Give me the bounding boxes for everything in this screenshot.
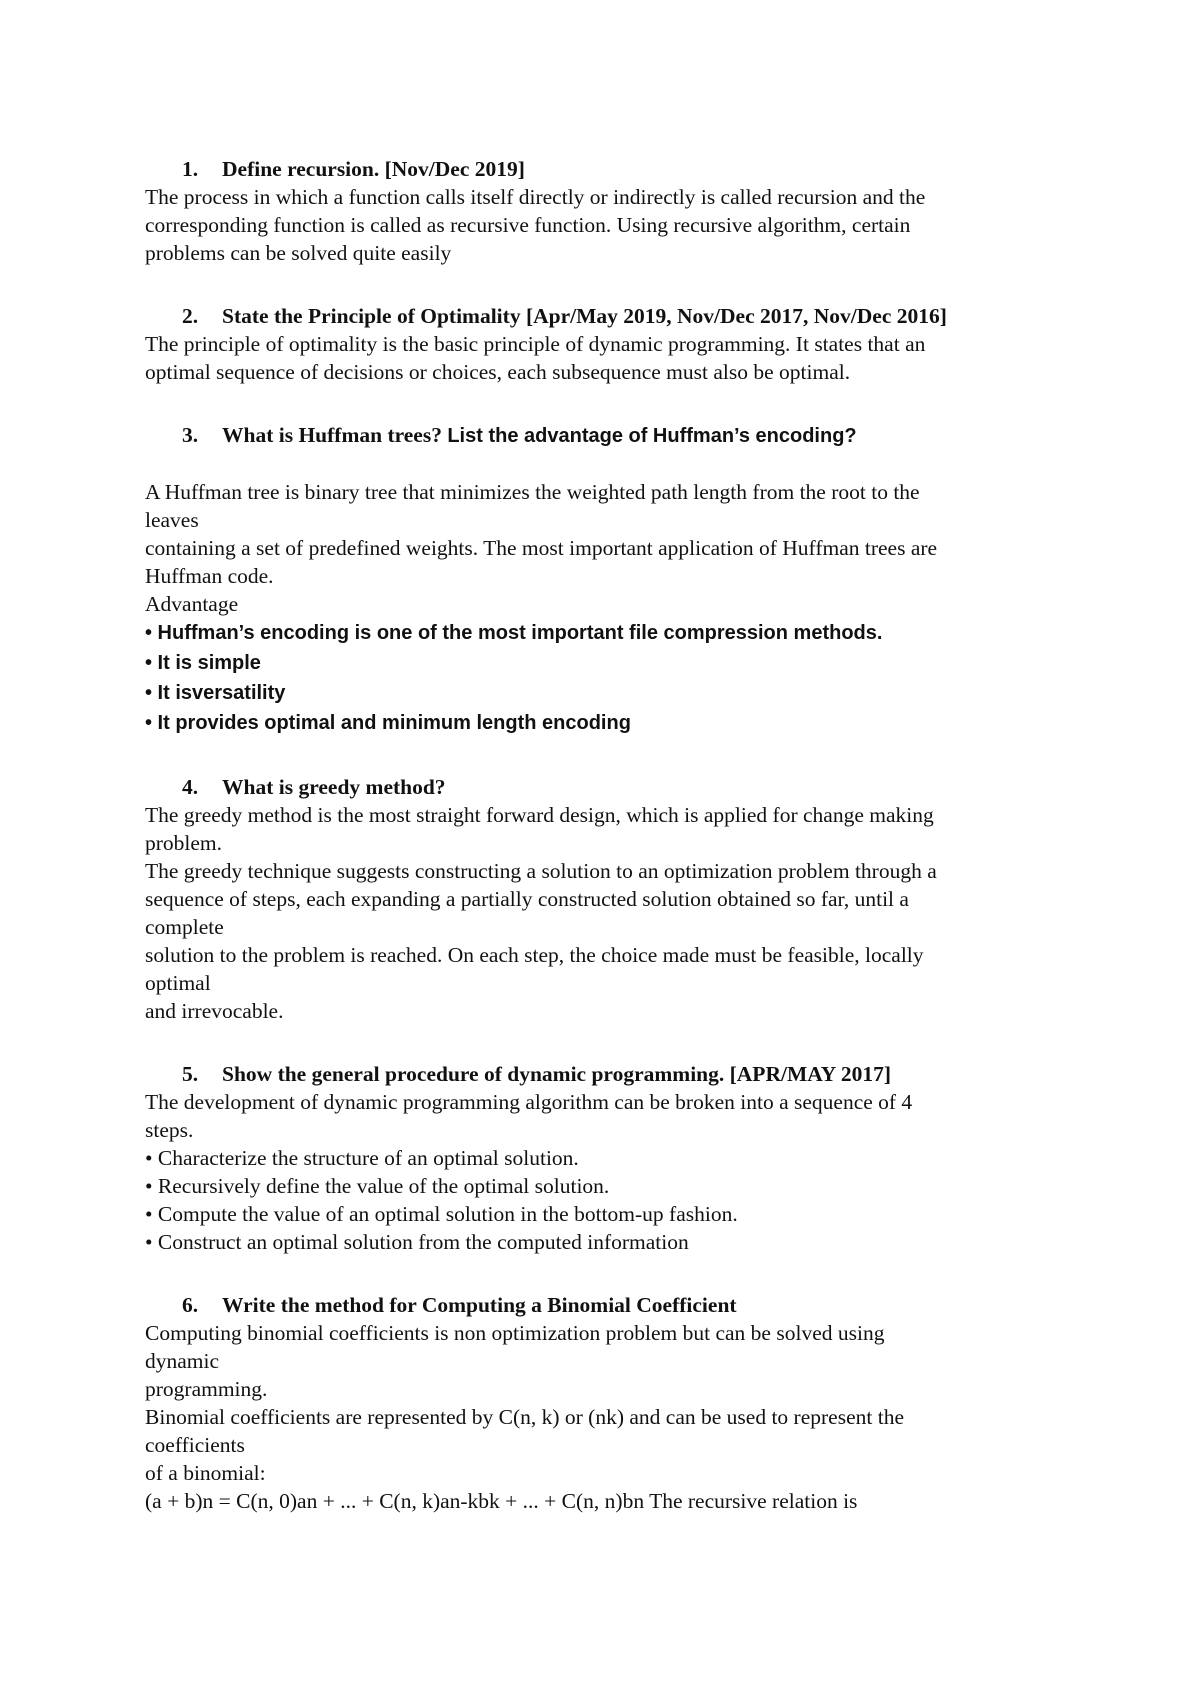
answer-line: of a binomial:	[145, 1461, 266, 1485]
question-title: Define recursion. [Nov/Dec 2019]	[222, 157, 525, 181]
answer-line: The greedy technique suggests constructing a solution to an optimization problem through a	[145, 859, 937, 883]
question-title: What is Huffman trees?	[222, 423, 448, 447]
document-content	[145, 155, 1065, 1515]
answer-line: dynamic	[145, 1349, 220, 1373]
bullet-item: • Huffman’s encoding is one of the most important file compression methods.	[145, 622, 883, 644]
answer-line: A Huffman tree is binary tree that minimizes the weighted path length from the root to the	[145, 480, 920, 504]
answer-line: Binomial coefficients are represented by C(n, k) or (nk) and can be used to represent the	[145, 1405, 904, 1429]
answer-line: corresponding function is called as recursive function. Using recursive algorithm, certain	[145, 213, 911, 237]
answer-line: programming.	[145, 1377, 268, 1401]
answer-line: sequence of steps, each expanding a partially constructed solution obtained so far, until a	[145, 887, 909, 911]
question-number: 3.	[182, 423, 199, 447]
question-number: 4.	[182, 775, 199, 799]
question-number: 2.	[182, 304, 199, 328]
answer-line: Advantage	[145, 592, 239, 616]
question-5-heading	[145, 1060, 1065, 1088]
question-title: What is greedy method?	[222, 775, 446, 799]
answer-line: Huffman code.	[145, 564, 274, 588]
answer-line: and irrevocable.	[145, 999, 284, 1023]
question-title: Write the method for Computing a Binomial Coefficient	[222, 1293, 737, 1317]
answer-line: containing a set of predefined weights. The most important application of Huffman trees are	[145, 536, 938, 560]
answer-line: solution to the problem is reached. On each step, the choice made must be feasible, locally	[145, 943, 924, 967]
answer-line: steps.	[145, 1118, 194, 1142]
answer-line: The process in which a function calls itself directly or indirectly is called recursion and the	[145, 185, 926, 209]
answer-line: The greedy method is the most straight forward design, which is applied for change making	[145, 803, 934, 827]
answer-line: coefficients	[145, 1433, 245, 1457]
question-number: 6.	[182, 1293, 199, 1317]
question-2-heading	[145, 302, 1065, 330]
answer-line: problem.	[145, 831, 223, 855]
question-3-heading	[145, 421, 1065, 450]
bullet-item: • Compute the value of an optimal solution in the bottom-up fashion.	[145, 1202, 738, 1226]
answer-line: The development of dynamic programming algorithm can be broken into a sequence of 4	[145, 1090, 913, 1114]
question-number: 5.	[182, 1062, 199, 1086]
question-1-heading	[145, 155, 1065, 183]
question-number: 1.	[182, 157, 199, 181]
question-4-heading	[145, 773, 1065, 801]
answer-line: (a + b)n = C(n, 0)an + ... + C(n, k)an-kbk + ... + C(n, n)bn The recursive relation is	[145, 1489, 858, 1513]
answer-line: optimal sequence of decisions or choices, each subsequence must also be optimal.	[145, 360, 851, 384]
bullet-item: • Construct an optimal solution from the computed information	[145, 1230, 689, 1254]
question-title: Show the general procedure of dynamic programming. [APR/MAY 2017]	[222, 1062, 892, 1086]
question-title: State the Principle of Optimality [Apr/May 2019, Nov/Dec 2017, Nov/Dec 2016]	[222, 304, 947, 328]
bullet-item: • It is simple	[145, 652, 261, 674]
answer-line: Computing binomial coefficients is non optimization problem but can be solved using	[145, 1321, 885, 1345]
question-title-continued: List the advantage of Huffman’s encoding?	[447, 425, 857, 447]
bullet-item: • It isversatility	[145, 682, 286, 704]
answer-line: optimal	[145, 971, 211, 995]
question-6-heading	[145, 1291, 1065, 1319]
answer-line: problems can be solved quite easily	[145, 241, 452, 265]
answer-line: leaves	[145, 508, 199, 532]
bullet-item: • It provides optimal and minimum length encoding	[145, 712, 631, 734]
answer-line: The principle of optimality is the basic principle of dynamic programming. It states that an	[145, 332, 926, 356]
bullet-item: • Recursively define the value of the optimal solution.	[145, 1174, 610, 1198]
bullet-item: • Characterize the structure of an optimal solution.	[145, 1146, 579, 1170]
answer-line: complete	[145, 915, 224, 939]
